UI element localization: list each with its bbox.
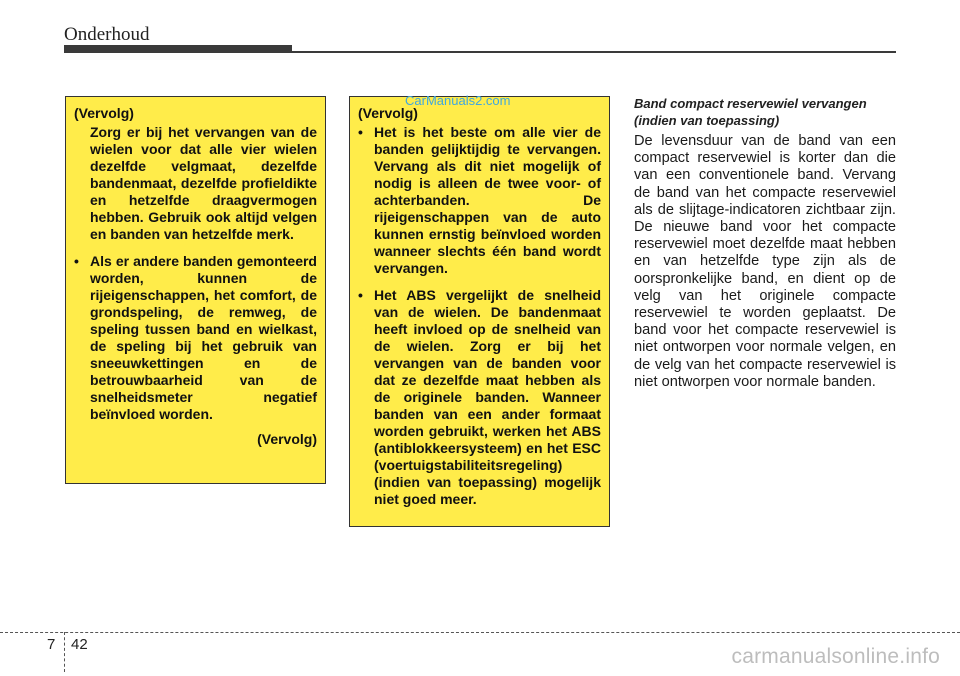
footer-rule [0,632,960,633]
section-title-line: Band compact reservewiel vervangen [634,96,867,111]
right-column [634,95,896,391]
section-title-line: (indien van toepassing) [634,113,780,128]
caution-list [74,253,317,423]
caution-bullet: • Het is het beste om alle vier de banden gelijktijdig te vervangen. Vervang als dit niet mogelijk of nodig is alleen de twee voor- of achterbanden. De rijeigenschappen van de auto kunnen ernstig beïnvloed worden wanneer slechts één band wordt vervangen. [358,124,601,277]
body-text: De levensduur van de band van een compact reservewiel is korter dan die van een conventionele band. Vervang de band van het compacte reservewiel als de slijtage-indicatoren zichtbaar zijn. De nieuwe band voor het compacte reservewiel moet dezelfde maat hebben en van hetzelfde type zijn als de oorspronkelijke band, en dient op de velg van het originele compacte reservewiel te worden geplaatst. De band voor het compacte reservewiel is niet ontworpen voor normale velgen, en de velg van het compacte reservewiel is niet ontworpen voor normale banden. [634,133,896,390]
caution-box-left [65,96,326,484]
caution-heading: (Vervolg) [74,105,134,121]
caution-paragraph: Zorg er bij het vervangen van de wielen voor dat alle vier wielen dezelfde velgmaat, dezelfde bandenmaat, dezelfde profieldikte en hetzelfde draagvermogen hebben. Gebruik ook altijd velgen en banden van hetzelfde merk. [90,124,317,242]
caution-bullet: • Als er andere banden gemonteerd worden, kunnen de rijeigenschappen, het comfort, de grondspeling, de remweg, de speling tussen band en wielkast, de speling bij het gebruik van sneeuwkettingen en de betrouwbaarheid van de snelheidsmeter negatief beïnvloed worden. [74,253,317,423]
header-rule [64,51,896,53]
watermark-bottom: carmanualsonline.info [731,645,940,668]
watermark-top: CarManuals2.com [405,93,511,108]
section-title [634,95,896,129]
caution-continued-label: (Vervolg) [257,431,317,447]
caution-list [358,124,601,508]
footer-divider [64,632,65,672]
chapter-number: 7 [47,636,56,653]
page-header-title: Onderhoud [64,24,150,45]
page-number: 42 [71,636,88,653]
caution-heading: (Vervolg) [358,105,418,121]
caution-box-middle [349,96,610,527]
caution-bullet: • Het ABS vergelijkt de snelheid van de wielen. De bandenmaat heeft invloed op de snelheid van de wielen. Zorg er bij het vervangen van de banden voor dat ze dezelfde maat hebben als de originele banden. Wanneer banden van een ander formaat worden gebruikt, werken het ABS (antiblokkeersysteem) en het ESC (voertuigstabiliteitsregeling) (indien van toepassing) mogelijk niet goed meer. [358,287,601,508]
